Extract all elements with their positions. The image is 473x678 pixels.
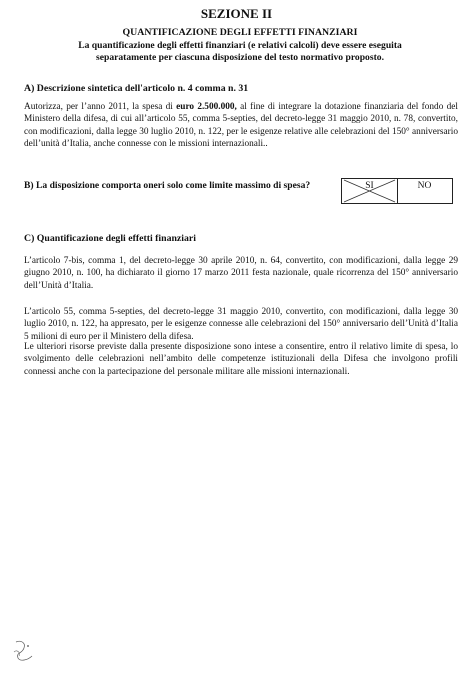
section-c-paragraph-3: Le ulteriori risorse previste dalla presente disposizione sono intese a consentire, entro il relativo limite di spesa, lo svolgimento delle celebrazioni nell’ambito delle competenze istituzionali della Difesa che involgono profili connessi anche con la partecipazione del personale militare alle missioni internazionali. (24, 342, 458, 377)
document-title: QUANTIFICAZIONE DEGLI EFFETTI FINANZIARI (122, 27, 358, 38)
section-a-description (24, 101, 458, 150)
section-b-question: B) La disposizione comporta oneri solo come limite massimo di spesa? (24, 180, 311, 191)
document-subtitle-line-1: La quantificazione degli effetti finanziari (e relativi calcoli) deve essere eseguita (78, 39, 402, 51)
no-option (397, 179, 452, 203)
yes-option (342, 179, 398, 203)
document-header (30, 27, 450, 65)
handwritten-mark (10, 638, 38, 664)
section-a-amount: euro 2.500.000, (176, 102, 237, 112)
section-heading: SEZIONE II (200, 6, 273, 21)
section-a-text-after: al fine di integrare la dotazione finanziaria del fondo del Ministero della difesa, di cui all’articolo 55, comma 5-septies, del decreto-legge 31 maggio 2010, n. 78, convertito, con modificazioni, dalla legge 30 luglio 2010, n. 122, per le esigenze relative alle celebrazioni del 150° anniversario dell’unità d’Italia, anche connesse con le missioni internazionali.. (24, 102, 458, 149)
section-c-paragraph-1: L’articolo 7-bis, comma 1, del decreto-legge 30 aprile 2010, n. 64, convertito, con modificazioni, dalla legge 29 giugno 2010, n. 100, ha dichiarato il giorno 17 marzo 2011 festa nazionale, quale ricorrenza del 150° anniversario dell’Unità d’Italia. (24, 256, 458, 291)
yes-label: SI (365, 181, 374, 191)
section-c-title: C) Quantificazione degli effetti finanziari (24, 233, 196, 244)
document-subtitle-line-2: separatamente per ciascuna disposizione del testo normativo proposto. (96, 52, 384, 63)
no-label: NO (417, 181, 432, 191)
section-a-title: A) Descrizione sintetica dell'articolo n. 4 comma n. 31 (24, 83, 249, 94)
yes-no-box (341, 178, 453, 204)
section-a-text-before: Autorizza, per l’anno 2011, la spesa di (24, 102, 177, 112)
section-c-paragraph-2: L’articolo 55, comma 5-septies, del decreto-legge 31 maggio 2010, convertito, con modificazioni, dalla legge 30 luglio 2010, n. 122, ha appresato, per le esigenze connesse alle celebrazioni del 150° anniversario dell’Unità d’Italia 5 milioni di euro per il Ministero della difesa. (24, 307, 458, 342)
